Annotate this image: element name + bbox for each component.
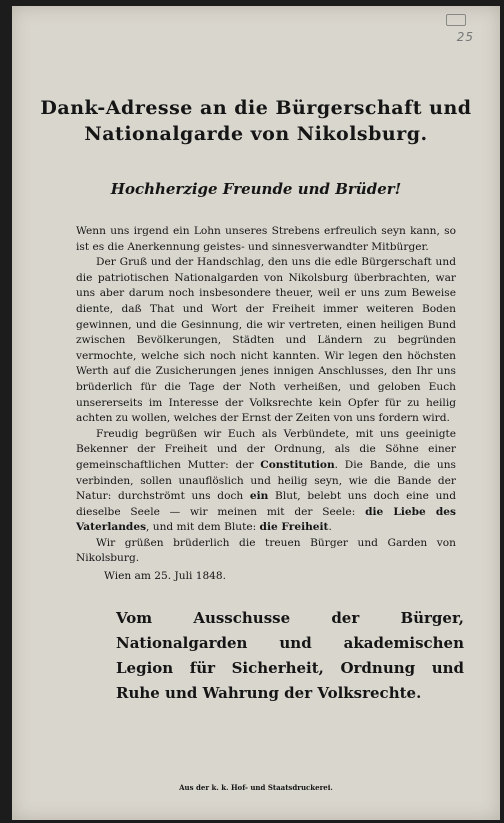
- word-ein: ein: [249, 490, 269, 503]
- paragraph-2: Der Gruß und der Handschlag, den uns die edle Bürgerschaft und die patriotischen Nationalgarden von Nikolsburg überbrachten, war uns aber darum noch insbesondere theuer, weil er uns zum Beweise diente, daß That und Wort der Freiheit immer weiteren Boden gewinnen, und die Gesinnung, die wir vertreten, einen heiligen Bund zwischen Bevölkerungen, Städten und Ländern zu begründen vermochte, welche sich noch nicht kannten. Wir legen den höchsten Werth auf die Zusicherungen jenes innigen Anschlusses, den Ihr uns brüderlich für die Tage der Noth verheißen, und geloben Euch unsererseits im Interesse der Volksrechte kein Opfer für zu heilig achten zu wollen, welches der Ernst der Zeiten von uns fordern wird.: [76, 256, 456, 425]
- title-line-1: Dank-Adresse an die Bürgerschaft und: [40, 97, 472, 119]
- committee-signature: Vom Ausschusse der Bürger, Nationalgarden und akademischen Legion für Sicherheit, Ordnung und Ruhe und Wahrung der Volksrechte.: [116, 609, 464, 702]
- phrase-die-freiheit: die Freiheit: [259, 521, 329, 534]
- phrase-liebe-des-vaterlandes: die Liebe des Vaterlandes: [76, 505, 456, 534]
- address-body: [76, 224, 456, 585]
- paragraph-3-text-b: . Die Bande, die uns verbinden, sollen unauflöslich und heilig seyn, wie die Bande der Natur: durchströmt uns doch: [76, 458, 456, 503]
- paragraph-1: Wenn uns irgend ein Lohn unseres Strebens erfreulich seyn kann, so ist es die Anerkennung geistes- und sinnesverwandter Mitbürger.: [76, 225, 456, 253]
- document-title: [12, 95, 500, 147]
- paragraph-3-text-a: Freudig begrüßen wir Euch als Verbündete, mit uns geeinigte Bekenner der Freiheit und der Ordnung, als die Söhne einer gemeinschaftlichen Mutter: der: [76, 427, 456, 471]
- word-constitution: Constitution: [260, 458, 335, 471]
- archive-stamp: [446, 14, 466, 26]
- date-line: Wien am 25. Juli 1848.: [104, 570, 227, 583]
- printer-imprint: Aus der k. k. Hof- und Staatsdruckerei.: [179, 783, 333, 792]
- paragraph-3-text-c: Blut, belebt uns doch eine und dieselbe Seele — wir meinen mit der Seele:: [76, 490, 456, 518]
- paragraph-3-text-e: .: [328, 521, 332, 534]
- document-sheet: [12, 6, 500, 820]
- title-line-2: Nationalgarde von Nikolsburg.: [84, 123, 428, 145]
- salutation: Hochherzige Freunde und Brüder!: [110, 180, 402, 198]
- paragraph-4: Wir grüßen brüderlich die treuen Bürger und Garden von Nikolsburg.: [76, 536, 456, 565]
- archive-number: 25: [456, 30, 474, 44]
- paragraph-3-text-d: , und mit dem Blute:: [146, 521, 260, 534]
- paragraph-3: [76, 427, 456, 536]
